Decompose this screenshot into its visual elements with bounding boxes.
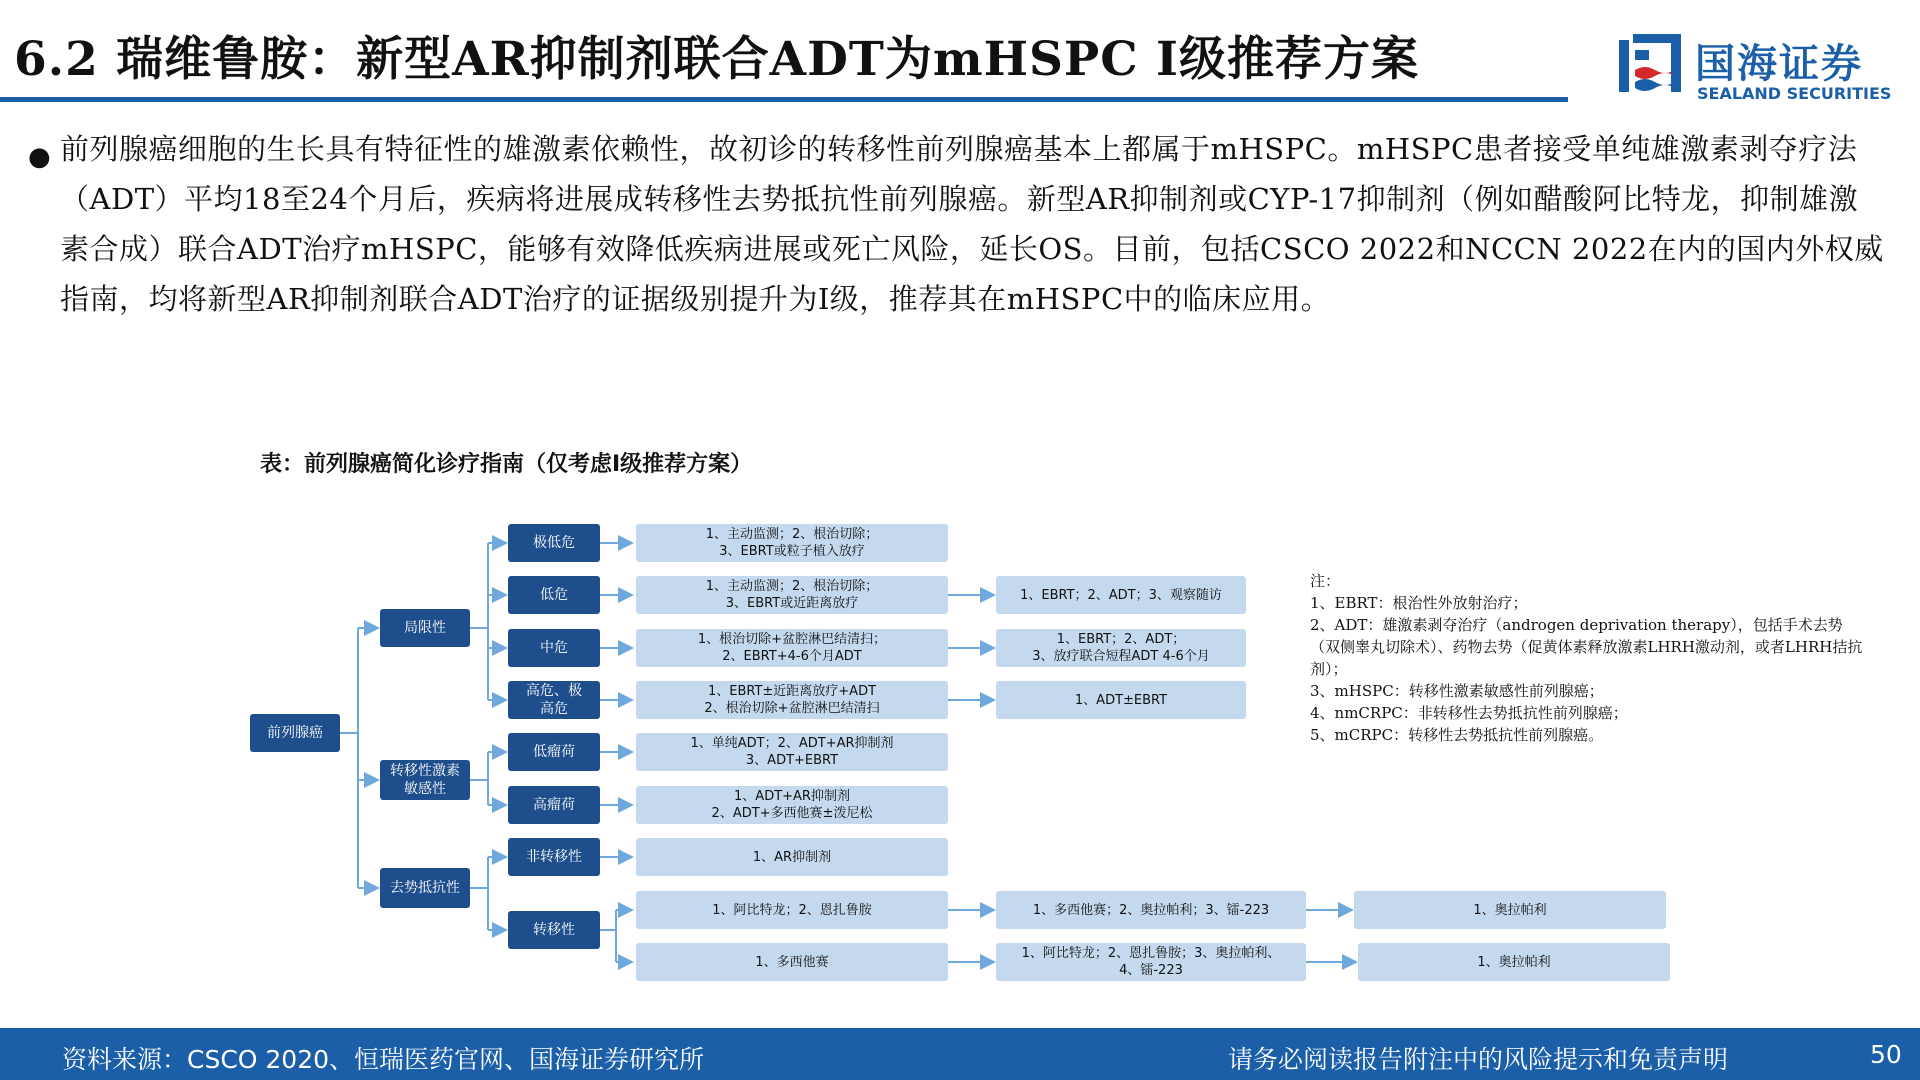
intro-paragraph: 前列腺癌细胞的生长具有特征性的雄激素依赖性，故初诊的转移性前列腺癌基本上都属于mHSPC。mHSPC患者接受单纯雄激素剥夺疗法（ADT）平均18至24个月后，疾病将进展成转移性去势抵抗性前列腺癌。新型AR抑制剂或CYP-17抑制剂（例如醋酸阿比特龙，抑制雄激素合成）联合ADT治疗mHSPC，能够有效降低疾病进展或死亡风险，延长OS。目前，包括CSCO 2022和NCCN 2022在内的国内外权威指南，均将新型AR抑制剂联合ADT治疗的证据级别提升为I级，推荐其在mHSPC中的临床应用。 — [60, 132, 1884, 316]
node-high-risk: 高危、极高危 — [508, 681, 600, 719]
node-non-metastatic: 非转移性 — [508, 838, 600, 876]
treatment-low-risk: 1、主动监测；2、根治切除； 3、EBRT或近距离放疗 — [636, 576, 948, 614]
node-metastatic: 转移性 — [508, 911, 600, 949]
treatment-low-burden: 1、单纯ADT；2、ADT+AR抑制剂 3、ADT+EBRT — [636, 733, 948, 771]
note-item: 3、mHSPC：转移性激素敏感性前列腺癌； — [1310, 682, 1604, 700]
node-low-burden: 低瘤荷 — [508, 733, 600, 771]
node-crpc: 去势抵抗性 — [380, 868, 470, 908]
node-intermediate-risk: 中危 — [508, 629, 600, 667]
treatment-high-risk: 1、EBRT±近距离放疗+ADT 2、根治切除+盆腔淋巴结清扫 — [636, 681, 948, 719]
brand-logo — [1615, 30, 1890, 102]
second-line-metastatic-1: 1、多西他赛；2、奥拉帕利；3、镭-223 — [996, 891, 1306, 929]
treatment-non-metastatic: 1、AR抑制剂 — [636, 838, 948, 876]
second-line-intermediate-risk: 1、EBRT；2、ADT； 3、放疗联合短程ADT 4-6个月 — [996, 629, 1246, 667]
notes-block — [1310, 570, 1870, 746]
third-line-metastatic-2: 1、奥拉帕利 — [1358, 943, 1670, 981]
second-line-metastatic-2: 1、阿比特龙；2、恩扎鲁胺；3、奥拉帕利、 4、镭-223 — [996, 943, 1306, 981]
footer-disclaimer: 请务必阅读报告附注中的风险提示和免责声明 — [1228, 1045, 1729, 1074]
note-item: 1、EBRT：根治性外放射治疗； — [1310, 594, 1528, 612]
node-mhspc: 转移性激素敏感性 — [380, 760, 470, 800]
logo-chinese-name: 国海证券 — [1695, 41, 1863, 87]
node-high-burden: 高瘤荷 — [508, 786, 600, 824]
sealand-logo-icon — [1615, 30, 1685, 100]
node-localized: 局限性 — [380, 609, 470, 647]
second-line-low-risk: 1、EBRT；2、ADT；3、观察随访 — [996, 576, 1246, 614]
third-line-metastatic-1: 1、奥拉帕利 — [1354, 891, 1666, 929]
note-item: 5、mCRPC：转移性去势抵抗性前列腺癌。 — [1310, 726, 1604, 744]
second-line-high-risk: 1、ADT±EBRT — [996, 681, 1246, 719]
note-item: 4、nmCRPC：非转移性去势抵抗性前列腺癌； — [1310, 704, 1628, 722]
node-very-low-risk: 极低危 — [508, 524, 600, 562]
note-item: 2、ADT：雄激素剥夺治疗（androgen deprivation therapy），包括手术去势（双侧睾丸切除术）、药物去势（促黄体素释放激素LHRH激动剂，或者LHRH拮抗剂）； — [1310, 616, 1863, 678]
treatment-intermediate-risk: 1、根治切除+盆腔淋巴结清扫； 2、EBRT+4-6个月ADT — [636, 629, 948, 667]
node-prostate-cancer: 前列腺癌 — [250, 714, 340, 752]
node-low-risk: 低危 — [508, 576, 600, 614]
title-divider — [0, 97, 1568, 102]
page-title: 6.2 瑞维鲁胺：新型AR抑制剂联合ADT为mHSPC I级推荐方案 — [14, 32, 1420, 87]
treatment-high-burden: 1、ADT+AR抑制剂 2、ADT+多西他赛±泼尼松 — [636, 786, 948, 824]
notes-title: 注： — [1310, 572, 1341, 590]
logo-english-name: SEALAND SECURITIES — [1697, 84, 1892, 103]
bullet-icon: ● — [28, 142, 51, 172]
treatment-metastatic-2: 1、多西他赛 — [636, 943, 948, 981]
footer-source: 资料来源：CSCO 2020、恒瑞医药官网、国海证券研究所 — [62, 1045, 705, 1074]
page-number: 50 — [1870, 1040, 1902, 1069]
table-caption: 表：前列腺癌简化诊疗指南（仅考虑I级推荐方案） — [260, 452, 753, 477]
treatment-very-low-risk: 1、主动监测；2、根治切除； 3、EBRT或粒子植入放疗 — [636, 524, 948, 562]
treatment-metastatic-1: 1、阿比特龙；2、恩扎鲁胺 — [636, 891, 948, 929]
